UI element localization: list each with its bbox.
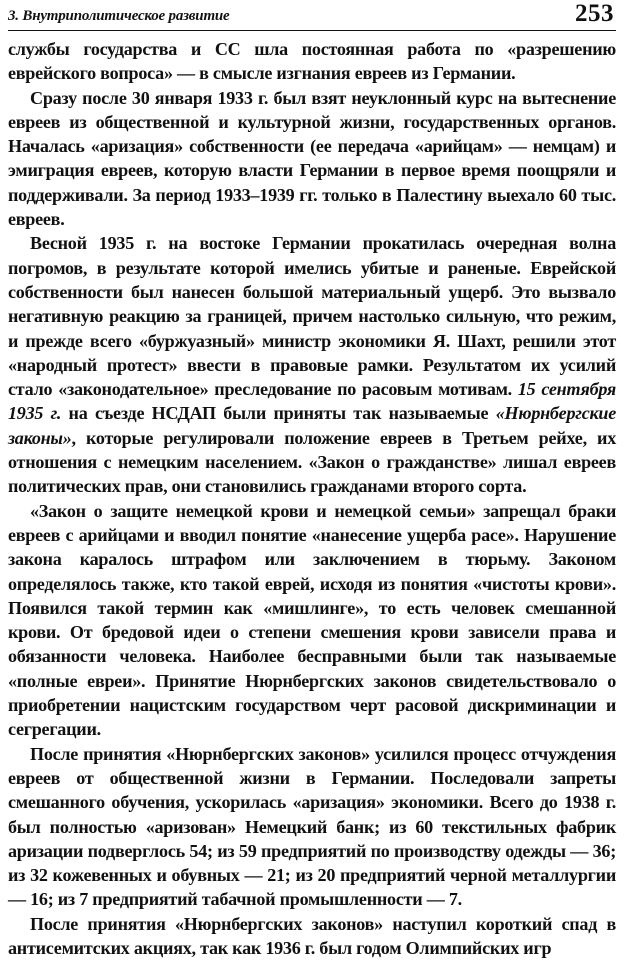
- emphasis-text: «Нюрнбергские законы»: [8, 403, 616, 448]
- paragraph: [8, 231, 616, 498]
- text-run: службы государства и СС шла постоянная работа по «разрешению еврейского вопроса» — в смысле изгнания евреев из Германии.: [8, 39, 616, 84]
- text-run: , которые регулировали положение евреев в Третьем рейхе, их отношения с немецким населением. «Закон о гражданстве» лишал евреев политических прав, они становились гражданами второго сорта.: [8, 427, 616, 497]
- text-run: «Закон о защите немецкой крови и немецкой семьи» запрещал браки евреев с арийцами и вводил понятие «нанесение ущерба расе». Нарушение закона каралось штрафом или заключением в тюрьму. Законом определялось также, кто такой еврей, исходя из понятия «чистоты крови». Появился такой термин как «мишлинге», то есть человек смешанной крови. От бредовой идеи о степени смешения крови зависели права и обязанности человека. Наиболее бесправными были так называемые «полные евреи». Принятие Нюрнбергских законов свидетельствовало о приобретении нацистским государством черт расовой дискриминации и сегрегации.: [8, 500, 616, 740]
- text-run: Весной 1935 г. на востоке Германии прокатилась очередная волна погромов, в результате которой имелись убитые и раненые. Еврейской собственности был нанесен большой материальный ущерб. Это вызвало негативную реакцию за границей, причем настолько сильную, что режим, и прежде всего «буржуазный» министр экономики Я. Шахт, решили этот «народный протест» ввести в правовые рамки. Результатом их усилий стало «законодательное» преследование по расовым мотивам.: [8, 233, 616, 400]
- text-run: После принятия «Нюрнбергских законов» наступил короткий спад в антисемитских акциях, так как 1936 г. был годом Олимпийских игр: [8, 913, 616, 958]
- chapter-title: 3. Внутриполитическое развитие: [8, 8, 230, 24]
- paragraph: [8, 86, 616, 232]
- text-run: После принятия «Нюрнбергских законов» усилился процесс отчуждения евреев от общественной жизни в Германии. Последовали запреты смешанного обучения, ускорилась «аризация» экономики. Всего до 1938 г. был полностью «аризован» Немецкий банк; из 60 текстильных фабрик аризации подверглось 54; из 59 предприятий по производству одежды — 36; из 32 кожевенных и обувных — 21; из 20 предприятий черной металлургии — 16; из 7 предприятий табачной промышленности — 7.: [8, 743, 616, 910]
- paragraph: [8, 742, 616, 912]
- page-number: 253: [575, 0, 614, 27]
- emphasis-text: 15 сентября 1935 г.: [8, 379, 616, 424]
- body-text: [8, 37, 616, 960]
- running-head: [8, 0, 616, 31]
- text-run: на съезде НСДАП были приняты так называемые: [61, 403, 496, 424]
- paragraph: [8, 912, 616, 961]
- text-run: Сразу после 30 января 1933 г. был взят неуклонный курс на вытеснение евреев из общественной и культурной жизни, государственных органов. Началась «аризация» собственности (ее передача «арийцам» — немцам) и эмиграция евреев, которую власти Германии в первое время поощряли и поддерживали. За период 1933–1939 гг. только в Палестину выехало 60 тыс. евреев.: [8, 87, 616, 230]
- paragraph: [8, 499, 616, 742]
- paragraph: [8, 37, 616, 86]
